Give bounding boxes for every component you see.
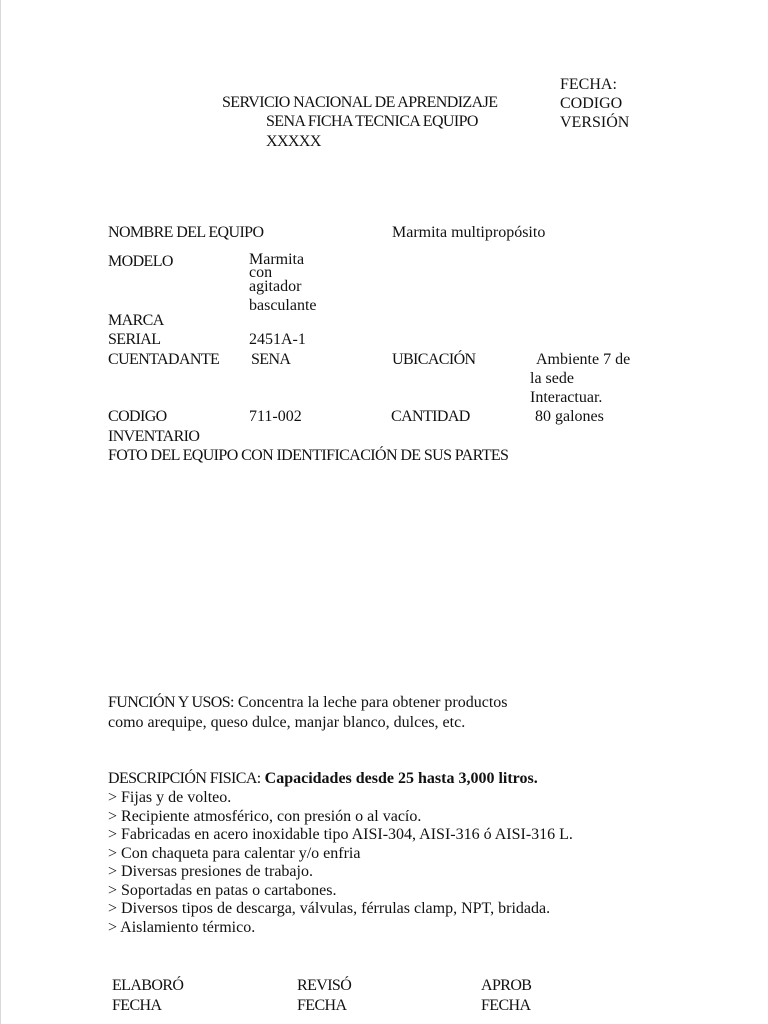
serial-value: 2451A-1	[249, 331, 306, 348]
funcion-label: FUNCIÓN Y USOS:	[108, 694, 234, 711]
descripcion-item: > Soportadas en patas o cartabones.	[108, 881, 337, 899]
nombre-label: NOMBRE DEL EQUIPO	[108, 224, 264, 241]
descripcion-label: DESCRIPCIÓN FISICA:	[108, 770, 261, 787]
serial-label: SERIAL	[108, 331, 161, 348]
cantidad-label: CANTIDAD	[391, 408, 470, 425]
cuentadante-value: SENA	[251, 351, 291, 368]
header-title-line3: XXXXX	[266, 133, 321, 150]
sig-elaboro: ELABORÓ	[112, 977, 184, 994]
inventario-label: INVENTARIO	[108, 428, 200, 445]
sig-reviso-fecha: FECHA	[297, 997, 347, 1014]
ubicacion-value	[530, 350, 630, 407]
header-title-line2: SENA FICHA TECNICA EQUIPO	[266, 113, 478, 130]
sig-reviso: REVISÓ	[297, 977, 352, 994]
cantidad-value: 80 galones	[535, 408, 604, 425]
ubicacion-value-line: Interactuar.	[530, 389, 603, 406]
header-codigo: CODIGO	[560, 95, 623, 112]
nombre-value: Marmita multipropósito	[392, 224, 546, 241]
descripcion-first-line	[108, 769, 538, 788]
sig-aprob: APROB	[481, 977, 532, 994]
header-title-line1: SERVICIO NACIONAL DE APRENDIZAJE	[222, 94, 498, 111]
modelo-value	[249, 252, 317, 315]
modelo-label: MODELO	[108, 253, 173, 270]
funcion-line1	[108, 693, 508, 712]
descripcion-item: > Fijas y de volteo.	[108, 789, 232, 806]
foto-label: FOTO DEL EQUIPO CON IDENTIFICACIÓN DE SUS PARTES	[108, 447, 509, 464]
ubicacion-label: UBICACIÓN	[392, 351, 476, 368]
descripcion-first: Capacidades desde 25 hasta 3,000 litros.	[264, 770, 538, 787]
header-fecha: FECHA:	[560, 76, 617, 93]
ubicacion-value-line: Ambiente 7 de	[536, 351, 631, 368]
modelo-value-line: Marmita	[249, 251, 305, 268]
modelo-value-line: agitador	[249, 278, 302, 295]
sig-elaboro-fecha: FECHA	[112, 997, 162, 1014]
descripcion-list	[108, 789, 573, 937]
codigo-value: 711-002	[249, 408, 302, 425]
descripcion-item: > Aislamiento térmico.	[108, 918, 256, 936]
codigo-label: CODIGO	[108, 408, 167, 425]
descripcion-item: > Con chaqueta para calentar y/o enfria	[108, 844, 361, 862]
marca-label: MARCA	[108, 312, 164, 329]
descripcion-item: > Diversos tipos de descarga, válvulas, férrulas clamp, NPT, bridada.	[108, 900, 551, 917]
descripcion-item: > Fabricadas en acero inoxidable tipo AISI-304, AISI-316 ó AISI-316 L.	[108, 826, 573, 843]
ubicacion-value-line: la sede	[530, 370, 574, 387]
page-edge	[0, 0, 1, 1024]
descripcion-item: > Diversas presiones de trabajo.	[108, 863, 313, 880]
funcion-text-line1: Concentra la leche para obtener productos	[237, 694, 508, 711]
descripcion-item: > Recipiente atmosférico, con presión o al vacío.	[108, 807, 422, 825]
modelo-value-line: basculante	[249, 297, 317, 314]
cuentadante-label: CUENTADANTE	[108, 351, 220, 368]
funcion-text-line2: como arequipe, queso dulce, manjar blanco, dulces, etc.	[108, 714, 466, 731]
sig-aprob-fecha: FECHA	[481, 997, 531, 1014]
modelo-value-line: con	[249, 264, 273, 281]
header-version: VERSIÓN	[560, 114, 630, 131]
